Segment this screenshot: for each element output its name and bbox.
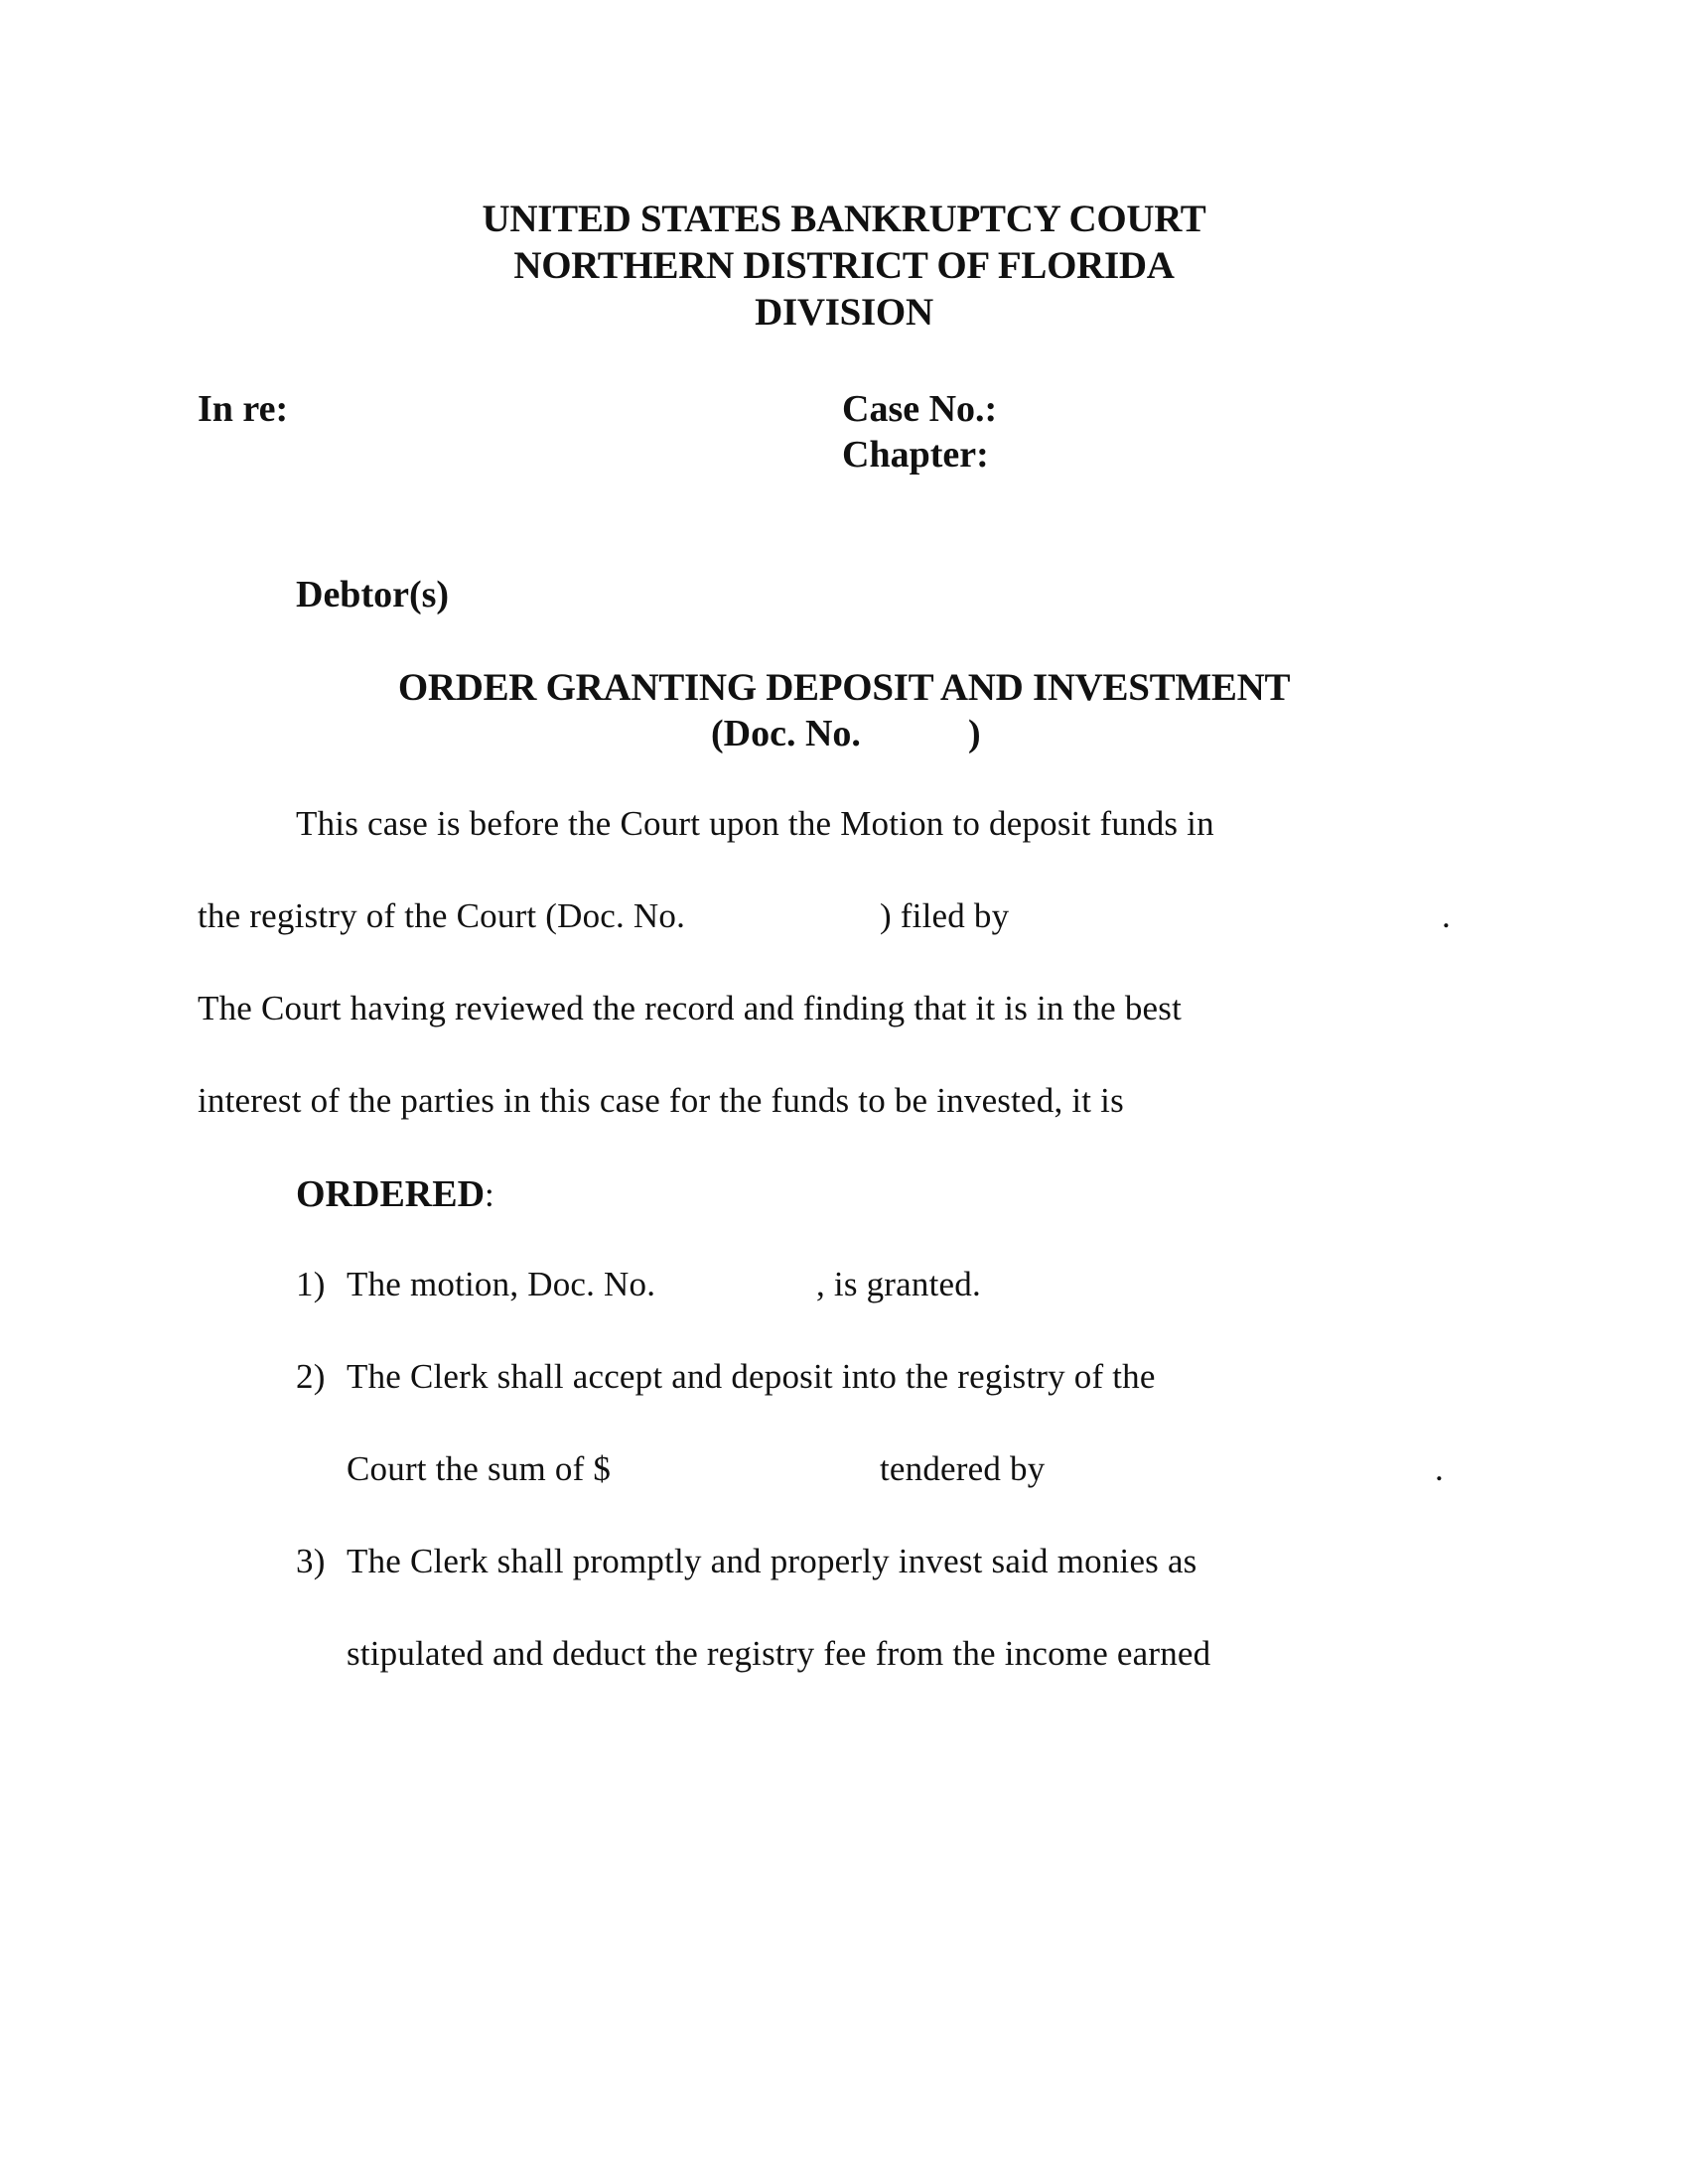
body-line-4: interest of the parties in this case for the funds to be invested, it is <box>198 1081 1124 1120</box>
ordered-heading <box>296 1172 494 1216</box>
court-name: UNITED STATES BANKRUPTCY COURT <box>482 198 1206 240</box>
body-line-1: This case is before the Court upon the Motion to deposit funds in <box>296 804 1214 843</box>
ordered-item-1-text-a: The motion, Doc. No. <box>347 1265 656 1303</box>
in-re-label: In re: <box>198 388 289 430</box>
order-title: ORDER GRANTING DEPOSIT AND INVESTMENT <box>397 666 1291 709</box>
court-district: NORTHERN DISTRICT OF FLORIDA <box>513 244 1175 287</box>
order-title-doc-no-close: ) <box>968 713 981 754</box>
body-line-3: The Court having reviewed the record and finding that it is in the best <box>198 989 1183 1027</box>
order-title-doc-no: (Doc. No. <box>711 713 861 754</box>
ordered-item-2-num: 2) <box>296 1357 326 1396</box>
ordered-label: ORDERED <box>296 1173 486 1215</box>
body-line-2a: the registry of the Court (Doc. No. <box>198 896 686 935</box>
ordered-item-2-line-2c: . <box>1435 1449 1444 1488</box>
ordered-item-3-line-2: stipulated and deduct the registry fee from the income earned <box>347 1634 1211 1673</box>
ordered-colon: : <box>485 1175 494 1214</box>
case-no-label: Case No.: <box>842 388 998 430</box>
ordered-item-3-line-1: The Clerk shall promptly and properly invest said monies as <box>347 1542 1197 1580</box>
debtor-label: Debtor(s) <box>296 574 450 615</box>
ordered-item-1-num: 1) <box>296 1265 326 1303</box>
chapter-label: Chapter: <box>842 434 989 476</box>
ordered-item-2-line-1: The Clerk shall accept and deposit into the registry of the <box>347 1357 1156 1396</box>
ordered-item-2-line-2b: tendered by <box>880 1449 1046 1488</box>
body-line-2b: ) filed by <box>880 896 1010 935</box>
ordered-item-1-text-b: , is granted. <box>816 1265 981 1303</box>
ordered-item-2-line-2a: Court the sum of $ <box>347 1449 612 1488</box>
ordered-item-3-num: 3) <box>296 1542 326 1580</box>
body-line-2c: . <box>1442 896 1451 935</box>
court-division: DIVISION <box>755 291 933 334</box>
